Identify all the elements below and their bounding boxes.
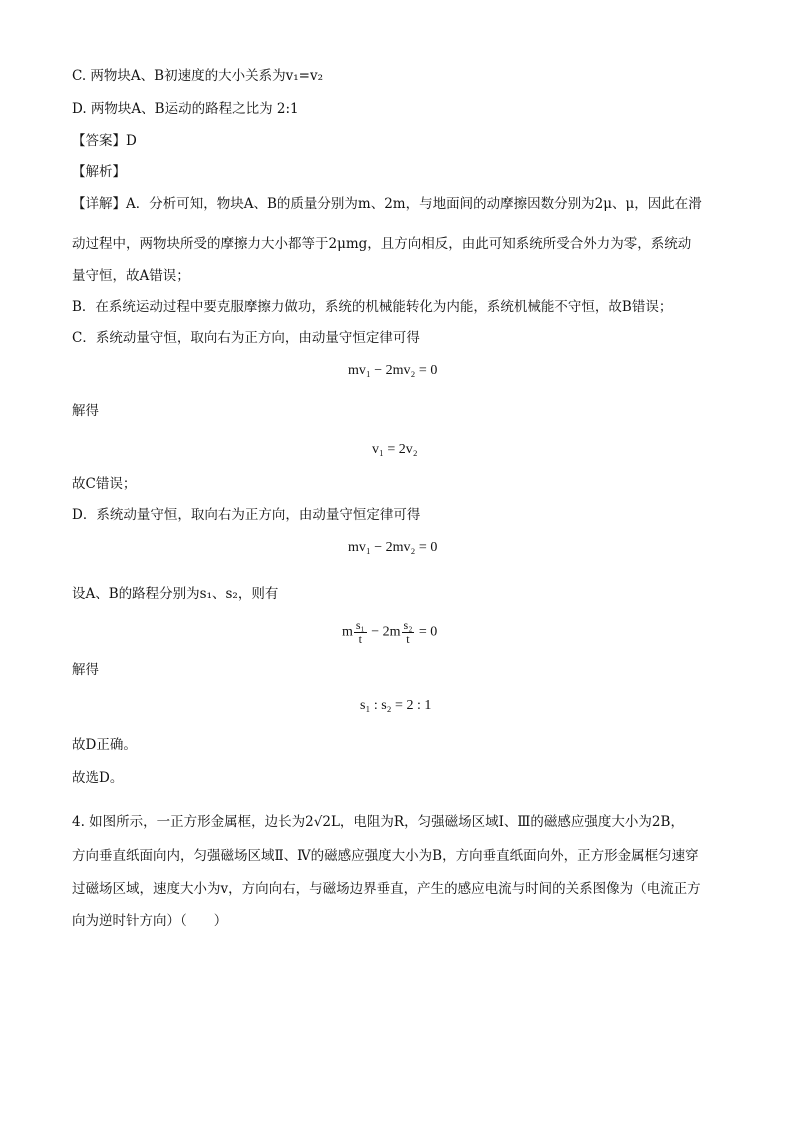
solve-label-1: 解得 xyxy=(72,403,99,419)
option-c: C. 两物块A、B初速度的大小关系为v₁=v₂ xyxy=(72,68,323,84)
detail-b: B．在系统运动过程中要克服摩擦力做功，系统的机械能转化为内能，系统机械能不守恒，故B错误； xyxy=(72,299,673,315)
eq4-fraction-2 xyxy=(402,619,415,646)
detail-line-3: 量守恒，故A错误； xyxy=(72,268,190,284)
detail-line-1: 【详解】A．分析可知，物块A、B的质量分别为m、2m，与地面间的动摩擦因数分别为2μ、μ，因此在滑 xyxy=(72,196,702,212)
eq4-rhs: = 0 xyxy=(418,624,438,640)
detail-line-2: 动过程中，两物块所受的摩擦力大小都等于2μmg，且方向相反，由此可知系统所受合外力为零，系统动 xyxy=(72,236,692,252)
solve-label-2: 解得 xyxy=(72,662,99,678)
analysis-heading: 【解析】 xyxy=(72,164,126,180)
equation-1: mv₁ − 2mv₂ = 0 xyxy=(348,363,438,378)
eq4-fraction-1 xyxy=(354,619,367,646)
eq4-den-1: t xyxy=(358,632,362,646)
question-4-line-2: 方向垂直纸面向内，匀强磁场区域Ⅱ、Ⅳ的磁感应强度大小为B，方向垂直纸面向外，正方形金属框匀速穿 xyxy=(72,848,699,864)
equation-2: v₁ = 2v₂ xyxy=(372,442,418,457)
eq4-den-2: t xyxy=(406,632,410,646)
detail-d: D．系统动量守恒，取向右为正方向，由动量守恒定律可得 xyxy=(72,507,421,523)
c-wrong: 故C错误； xyxy=(72,476,137,492)
option-d: D. 两物块A、B运动的路程之比为 2:1 xyxy=(72,101,299,117)
eq4-num-2: s₂ xyxy=(403,618,413,632)
detail-c: C．系统动量守恒，取向右为正方向，由动量守恒定律可得 xyxy=(72,330,420,346)
question-4-line-1: 4. 如图所示，一正方形金属框，边长为2√2L，电阻为R，匀强磁场区域Ⅰ、Ⅲ的磁感应强度大小为2B， xyxy=(72,814,684,830)
question-4-line-4: 向为逆时针方向）（ ） xyxy=(72,913,228,929)
eq4-mid: − 2m xyxy=(371,624,401,640)
d-correct: 故D正确。 xyxy=(72,737,137,753)
question-4-line-3: 过磁场区域，速度大小为v，方向向右，与磁场边界垂直，产生的感应电流与时间的关系图像为（电流正方 xyxy=(72,881,701,897)
eq4-num-1: s₁ xyxy=(355,618,365,632)
choose-line: 故选D。 xyxy=(72,770,124,786)
equation-3: mv₁ − 2mv₂ = 0 xyxy=(348,540,438,555)
set-path-line: 设A、B的路程分别为s₁、s₂，则有 xyxy=(72,586,279,602)
equation-4 xyxy=(342,619,437,646)
eq4-m: m xyxy=(342,624,353,640)
answer-line: 【答案】D xyxy=(72,133,137,149)
equation-5: s₁ : s₂ = 2 : 1 xyxy=(360,698,432,713)
